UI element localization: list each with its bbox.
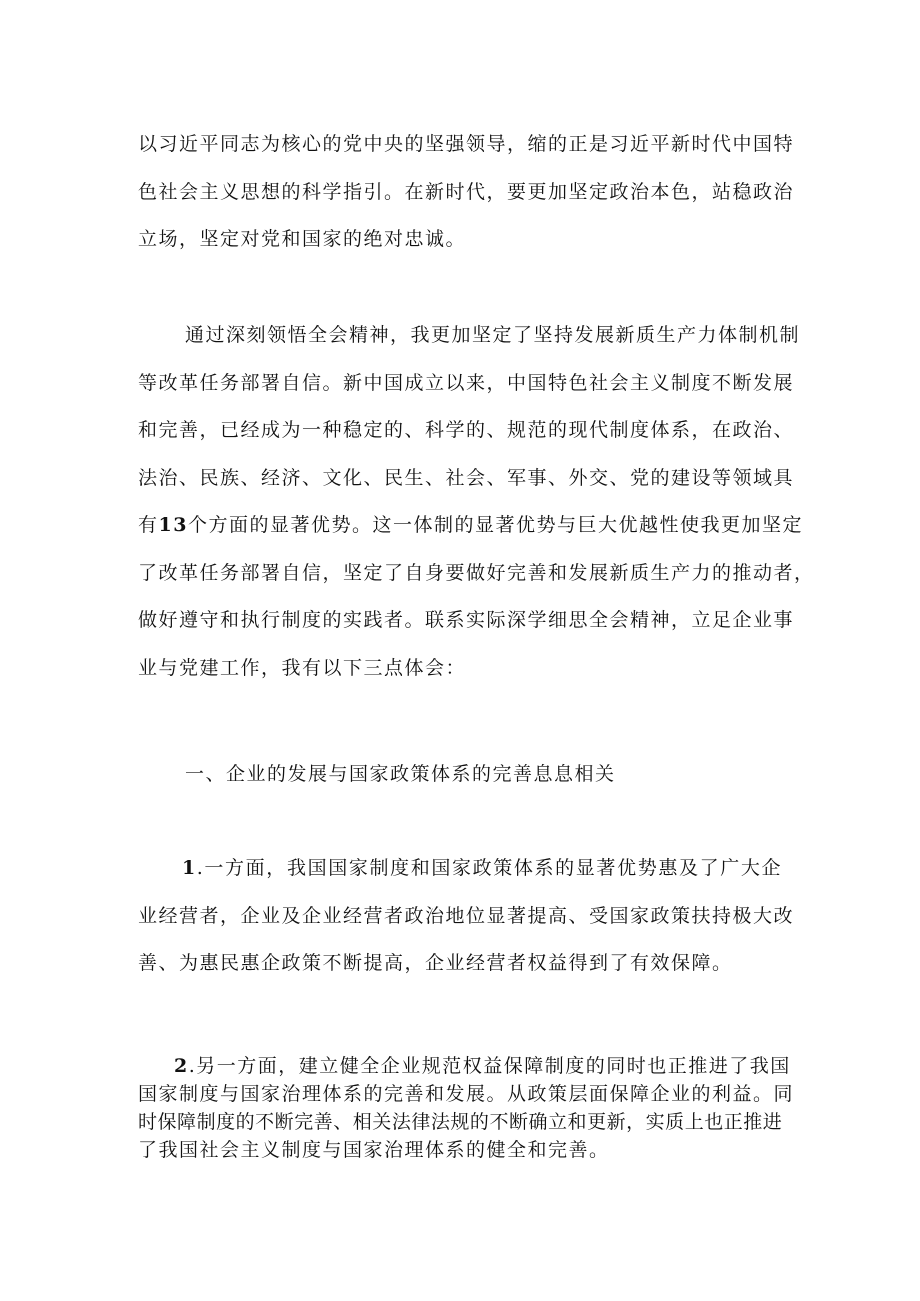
- paragraph-2-line-5: [138, 502, 803, 550]
- paragraph-2-line-5-suffix: 个方面的显著优势。这一体制的显著优势与巨大优越性使我更加坚定: [187, 514, 803, 536]
- item-2-number: 2: [174, 1055, 189, 1077]
- section-heading-1: 一、企业的发展与国家政策体系的完善息息相关: [185, 763, 616, 785]
- paragraph-2-line-7: 做好遵守和执行制度的实践者。联系实际深学细思全会精神，立足企业事: [138, 609, 795, 631]
- paragraph-1-line-2: 色社会主义思想的科学指引。在新时代，要更加坚定政治本色，站稳政治: [138, 180, 795, 203]
- item-1-line-1: [138, 845, 782, 893]
- paragraph-1-line-1: 以习近平同志为核心的党中央的坚强领导，缩的正是习近平新时代中国特: [138, 133, 795, 155]
- item-2-line-4: 了我国社会主义制度与国家治理体系的健全和完善。: [138, 1139, 610, 1161]
- item-2-line-1: [138, 1052, 791, 1080]
- paragraph-1-line-3: 立场，坚定对党和国家的绝对忠诚。: [138, 228, 467, 250]
- item-2-first-line: .另一方面，建立健全企业规范权益保障制度的同时也正推进了我国: [188, 1055, 791, 1077]
- paragraph-1: [138, 121, 795, 264]
- item-1-first-line: .一方面，我国国家制度和国家政策体系的显著优势惠及了广大企: [196, 857, 782, 879]
- paragraph-2-line-4: 法治、民族、经济、文化、民生、社会、军事、外交、党的建设等领域具: [138, 466, 795, 489]
- item-1-line-2: 业经营者，企业及企业经营者政治地位显著提高、受国家政策扶持极大改: [138, 904, 795, 927]
- count-number: 13: [158, 514, 188, 536]
- item-1-number: 1: [182, 857, 197, 879]
- item-1-line-3: 善、为惠民惠企政策不断提高，企业经营者权益得到了有效保障。: [138, 952, 733, 974]
- item-2: [138, 1052, 795, 1164]
- item-1: [138, 845, 795, 988]
- item-2-line-3: 时保障制度的不断完善、相关法律法规的不断确立和更新，实质上也正推进: [138, 1111, 782, 1133]
- paragraph-2-line-3: 和完善，已经成为一种稳定的、科学的、规范的现代制度体系，在政治、: [138, 419, 795, 441]
- item-2-line-2: 国家制度与国家治理体系的完善和发展。从政策层面保障企业的利益。同: [138, 1083, 795, 1105]
- paragraph-2-line-6: 了改革任务部署自信，坚定了自身要做好完善和发展新质生产力的推动者，: [138, 561, 815, 584]
- paragraph-2: [138, 312, 815, 692]
- paragraph-2-line-8: 业与党建工作，我有以下三点体会：: [138, 656, 467, 679]
- paragraph-2-line-2: 等改革任务部署自信。新中国成立以来，中国特色社会主义制度不断发展: [138, 371, 795, 394]
- paragraph-2-line-1: 通过深刻领悟全会精神，我更加坚定了坚持发展新质生产力体制机制: [185, 324, 801, 346]
- paragraph-2-line-5-prefix: 有: [138, 514, 159, 536]
